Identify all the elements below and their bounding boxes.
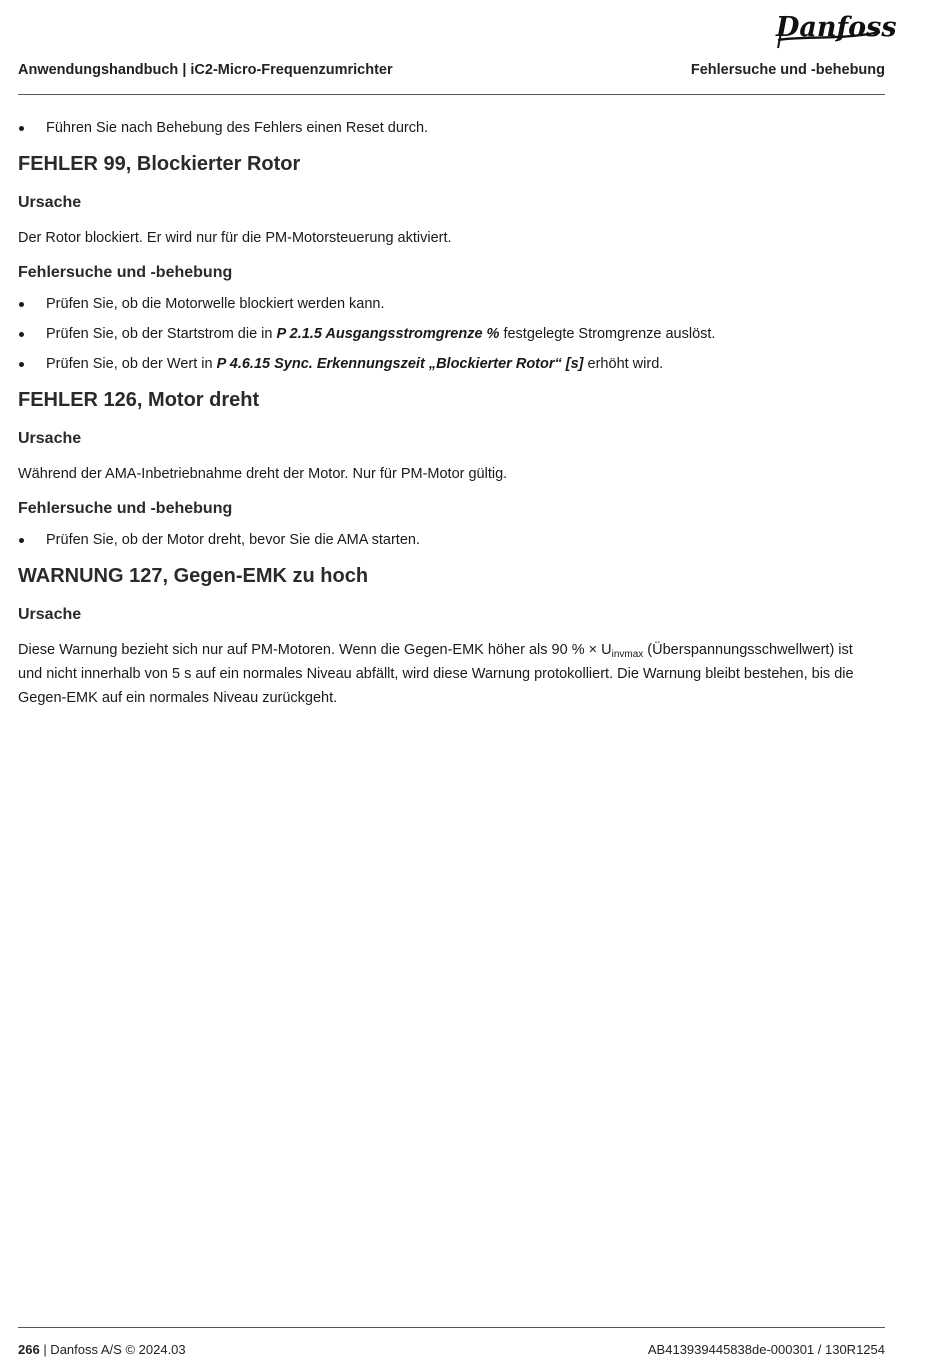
warning-127-heading: WARNUNG 127, Gegen-EMK zu hoch	[18, 565, 369, 587]
footer-page-info	[18, 1342, 186, 1357]
list-item	[18, 354, 908, 374]
danfoss-logo	[772, 6, 897, 52]
list-item-text: Prüfen Sie, ob der Startstrom die in	[46, 326, 277, 342]
parameter-reference: P 2.1.5 Ausgangsstromgrenze %	[276, 326, 500, 342]
document-id: AB413939445838de-000301 / 130R1254	[647, 1342, 885, 1357]
warning-127-cause-heading: Ursache	[18, 606, 82, 623]
fault-126-cause-text: Während der AMA-Inbetriebnahme dreht der Motor. Nur für PM-Motor gültig.	[18, 466, 508, 482]
list-item	[18, 118, 908, 138]
subscript: invmax	[611, 649, 644, 660]
fault-126-troubleshoot-heading: Fehlersuche und -behebung	[18, 500, 233, 517]
section-title: Fehlersuche und -behebung	[690, 62, 885, 78]
list-item-text: Prüfen Sie, ob der Motor dreht, bevor Sie die AMA starten.	[46, 532, 420, 548]
list-item	[18, 324, 908, 344]
document-title: Anwendungshandbuch | iC2-Micro-Frequenzumrichter	[18, 62, 393, 78]
fault-99-cause-heading: Ursache	[18, 194, 82, 211]
fault-126-heading: FEHLER 126, Motor dreht	[18, 389, 260, 411]
fault-99-heading: FEHLER 99, Blockierter Rotor	[18, 153, 301, 175]
list-item	[18, 294, 908, 314]
list-item-text: Prüfen Sie, ob die Motorwelle blockiert werden kann.	[46, 296, 385, 312]
page-number: 266	[18, 1342, 40, 1357]
copyright: | Danfoss A/S © 2024.03	[39, 1342, 186, 1357]
list-item-text: Führen Sie nach Behebung des Fehlers einen Reset durch.	[46, 120, 429, 136]
list-item	[18, 530, 908, 550]
footer-divider	[18, 1327, 885, 1328]
header-divider	[18, 94, 885, 95]
parameter-reference: P 4.6.15 Sync. Erkennungszeit „Blockierter Rotor“ [s]	[216, 356, 584, 372]
warning-127-cause-text: Diese Warnung bezieht sich nur auf PM-Motoren. Wenn die Gegen-EMK höher als 90 % × $U_{invmax}$ (Überspannungsschwellwert) ist und nicht innerhalb von 5 s auf ein normales Niveau abfällt, wird diese Warnung protokolliert. Die Warnung bleibt bestehen, bis die Gegen-EMK auf ein normales Niveau zurückgeht.	[18, 642, 854, 706]
fault-99-troubleshoot-heading: Fehlersuche und -behebung	[18, 264, 233, 281]
fault-126-cause-heading: Ursache	[18, 430, 82, 447]
list-item-text: erhöht wird.	[583, 356, 664, 372]
svg-text:Danfoss: Danfoss	[776, 12, 897, 43]
list-item-text: festgelegte Stromgrenze auslöst.	[499, 326, 716, 342]
fault-99-cause-text: Der Rotor blockiert. Er wird nur für die PM-Motorsteuerung aktiviert.	[18, 230, 452, 246]
list-item-text: Prüfen Sie, ob der Wert in	[46, 356, 217, 372]
